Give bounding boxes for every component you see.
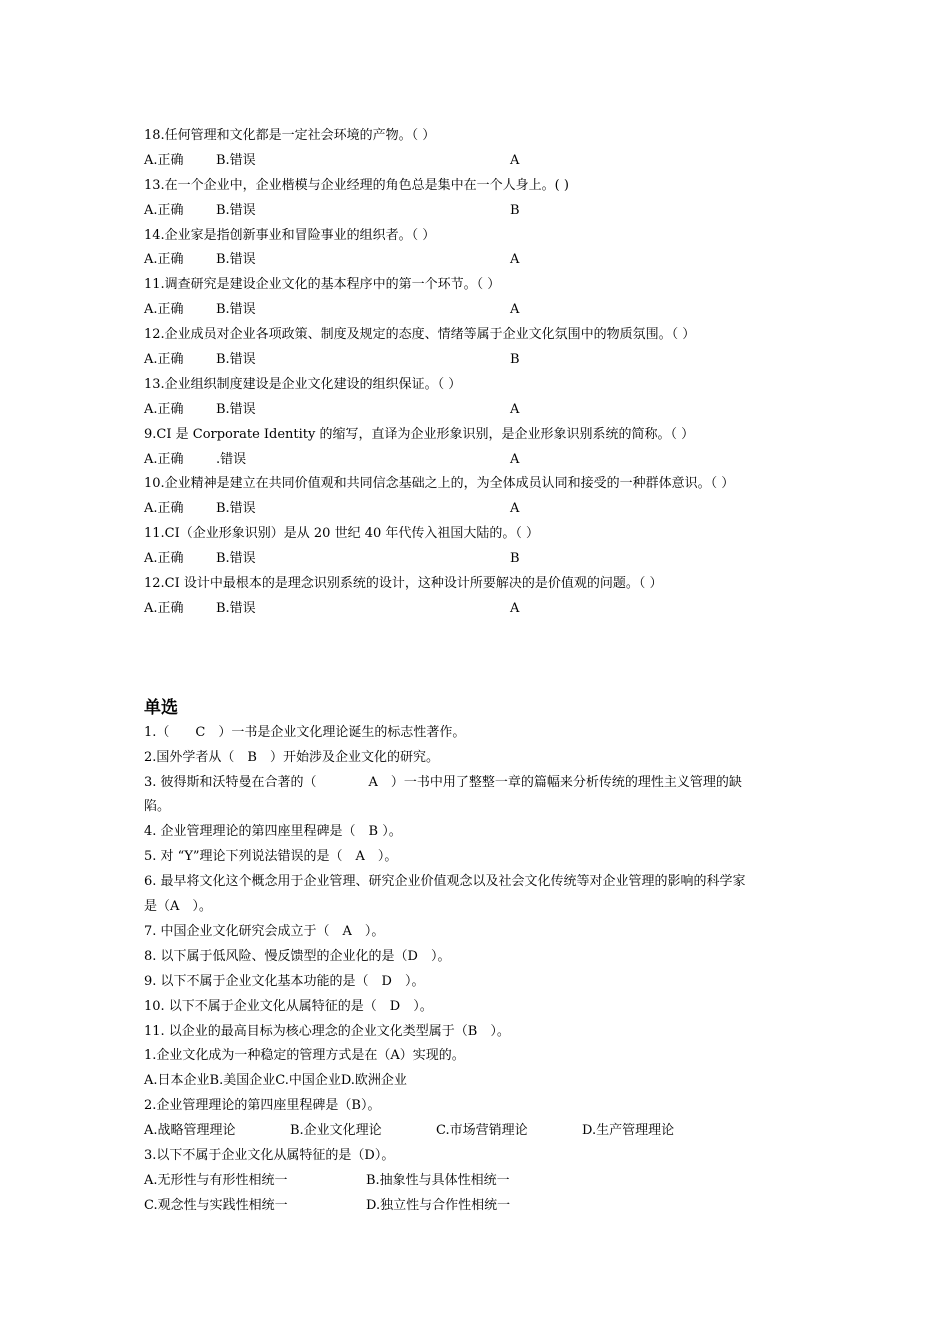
single-line: 2.国外学者从（ B ）开始涉及企业文化的研究。 <box>144 749 439 765</box>
q3-option-c: C.观念性与实践性相统一 <box>144 1197 288 1213</box>
tf-question: 18.任何管理和文化都是一定社会环境的产物。（ ） <box>144 128 436 143</box>
q2-options-row <box>144 1119 814 1144</box>
single-line: A.日本企业B.美国企业C.中国企业D.欧洲企业 <box>144 1073 407 1089</box>
option-a: A.正确 <box>144 401 184 417</box>
answer: B <box>510 352 520 368</box>
tf-options <box>144 348 814 373</box>
option-b: B.错误 <box>216 501 256 517</box>
q3-option-b: B.抽象性与具体性相统一 <box>366 1172 510 1188</box>
tf-options <box>144 597 814 622</box>
q3-options-row-1 <box>144 1169 814 1194</box>
option-b: B.错误 <box>216 352 256 368</box>
single-line: 11. 以企业的最高目标为核心理念的企业文化类型属于（B ）。 <box>144 1023 510 1039</box>
option-b: .错误 <box>216 451 247 467</box>
single-line: 5. 对 “Y”理论下列说法错误的是（ A ）。 <box>144 849 398 865</box>
tf-options <box>144 398 814 423</box>
option-a: A.正确 <box>144 302 184 318</box>
document-content <box>144 124 814 1219</box>
single-line: 陷。 <box>144 799 171 815</box>
option-b: B.错误 <box>216 401 256 417</box>
tf-options <box>144 298 814 323</box>
q3-option-d: D.独立性与合作性相统一 <box>366 1197 511 1213</box>
tf-question: 13.在一个企业中，企业楷模与企业经理的角色总是集中在一个人身上。( ) <box>144 177 569 193</box>
answer: A <box>510 501 520 517</box>
single-line: 1.企业文化成为一种稳定的管理方式是在（A）实现的。 <box>144 1048 465 1064</box>
answer: A <box>510 401 520 417</box>
option-a: A.正确 <box>144 152 184 168</box>
tf-options <box>144 149 814 174</box>
q2-option-a: A.战略管理理论 <box>144 1123 236 1139</box>
option-a: A.正确 <box>144 352 184 368</box>
answer: B <box>510 202 520 218</box>
answer: A <box>510 600 520 616</box>
q3-option-a: A.无形性与有形性相统一 <box>144 1172 288 1188</box>
tf-options <box>144 448 814 473</box>
single-line: 8. 以下属于低风险、慢反馈型的企业化的是（D ）。 <box>144 948 451 964</box>
tf-question: 10.企业精神是建立在共同价值观和共同信念基础之上的，为全体成员认同和接受的一种群体意识。（ ） <box>144 476 735 492</box>
option-a: A.正确 <box>144 252 184 268</box>
option-b: B.错误 <box>216 252 256 268</box>
answer: A <box>510 451 520 467</box>
tf-options <box>144 199 814 224</box>
tf-options <box>144 497 814 522</box>
q2-option-d: D.生产管理理论 <box>582 1123 675 1139</box>
answer: A <box>510 252 520 268</box>
single-line: 9. 以下不属于企业文化基本功能的是（ D ）。 <box>144 973 425 989</box>
tf-question: 11.CI（企业形象识别）是从 20 世纪 40 年代传入祖国大陆的。（ ） <box>144 526 540 542</box>
single-line: 是（A ）。 <box>144 899 212 915</box>
option-b: B.错误 <box>216 152 256 168</box>
single-line: 6. 最早将文化这个概念用于企业管理、研究企业价值观念以及社会文化传统等对企业管理的影响的科学家 <box>144 874 746 890</box>
answer: B <box>510 551 520 567</box>
tf-question: 13.企业组织制度建设是企业文化建设的组织保证。（ ） <box>144 376 462 392</box>
tf-options <box>144 547 814 572</box>
option-a: A.正确 <box>144 600 184 616</box>
q2-option-c: C.市场营销理论 <box>436 1123 528 1139</box>
single-line: 10. 以下不属于企业文化从属特征的是（ D ）。 <box>144 998 433 1014</box>
tf-question: 9.CI 是 Corporate Identity 的缩写，直译为企业形象识别，是企业形象识别系统的简称。（ ） <box>144 426 695 442</box>
tf-question: 11.调查研究是建设企业文化的基本程序中的第一个环节。（ ） <box>144 277 501 293</box>
q3-options-row-2 <box>144 1194 814 1219</box>
option-b: B.错误 <box>216 202 256 218</box>
tf-question: 12.企业成员对企业各项政策、制度及规定的态度、情绪等属于企业文化氛围中的物质氛围。（ ） <box>144 327 696 343</box>
single-line: 7. 中国企业文化研究会成立于（ A ）。 <box>144 923 385 939</box>
option-b: B.错误 <box>216 600 256 616</box>
option-b: B.错误 <box>216 551 256 567</box>
tf-question: 14.企业家是指创新事业和冒险事业的组织者。（ ） <box>144 227 436 243</box>
tf-section <box>144 124 814 622</box>
single-line: 1.（ C ）一书是企业文化理论诞生的标志性著作。 <box>144 724 466 740</box>
single-line: 2.企业管理理论的第四座里程碑是（B）。 <box>144 1098 381 1114</box>
option-a: A.正确 <box>144 451 184 467</box>
q2-option-b: B.企业文化理论 <box>290 1123 382 1139</box>
option-a: A.正确 <box>144 501 184 517</box>
tf-question: 12.CI 设计中最根本的是理念识别系统的设计，这种设计所要解决的是价值观的问题。（ ） <box>144 576 663 592</box>
single-line: 3.以下不属于企业文化从属特征的是（D）。 <box>144 1147 395 1163</box>
answer: A <box>510 302 520 318</box>
option-a: A.正确 <box>144 551 184 567</box>
section-gap <box>144 622 814 695</box>
single-choice-section <box>144 695 814 1219</box>
single-line: 4. 企业管理理论的第四座里程碑是（ B ）。 <box>144 824 402 840</box>
section-heading: 单选 <box>144 697 178 718</box>
answer: A <box>510 152 520 168</box>
option-b: B.错误 <box>216 302 256 318</box>
option-a: A.正确 <box>144 202 184 218</box>
single-line: 3. 彼得斯和沃特曼在合著的（ A ）一书中用了整整一章的篇幅来分析传统的理性主义管理的缺 <box>144 774 742 790</box>
tf-options <box>144 248 814 273</box>
